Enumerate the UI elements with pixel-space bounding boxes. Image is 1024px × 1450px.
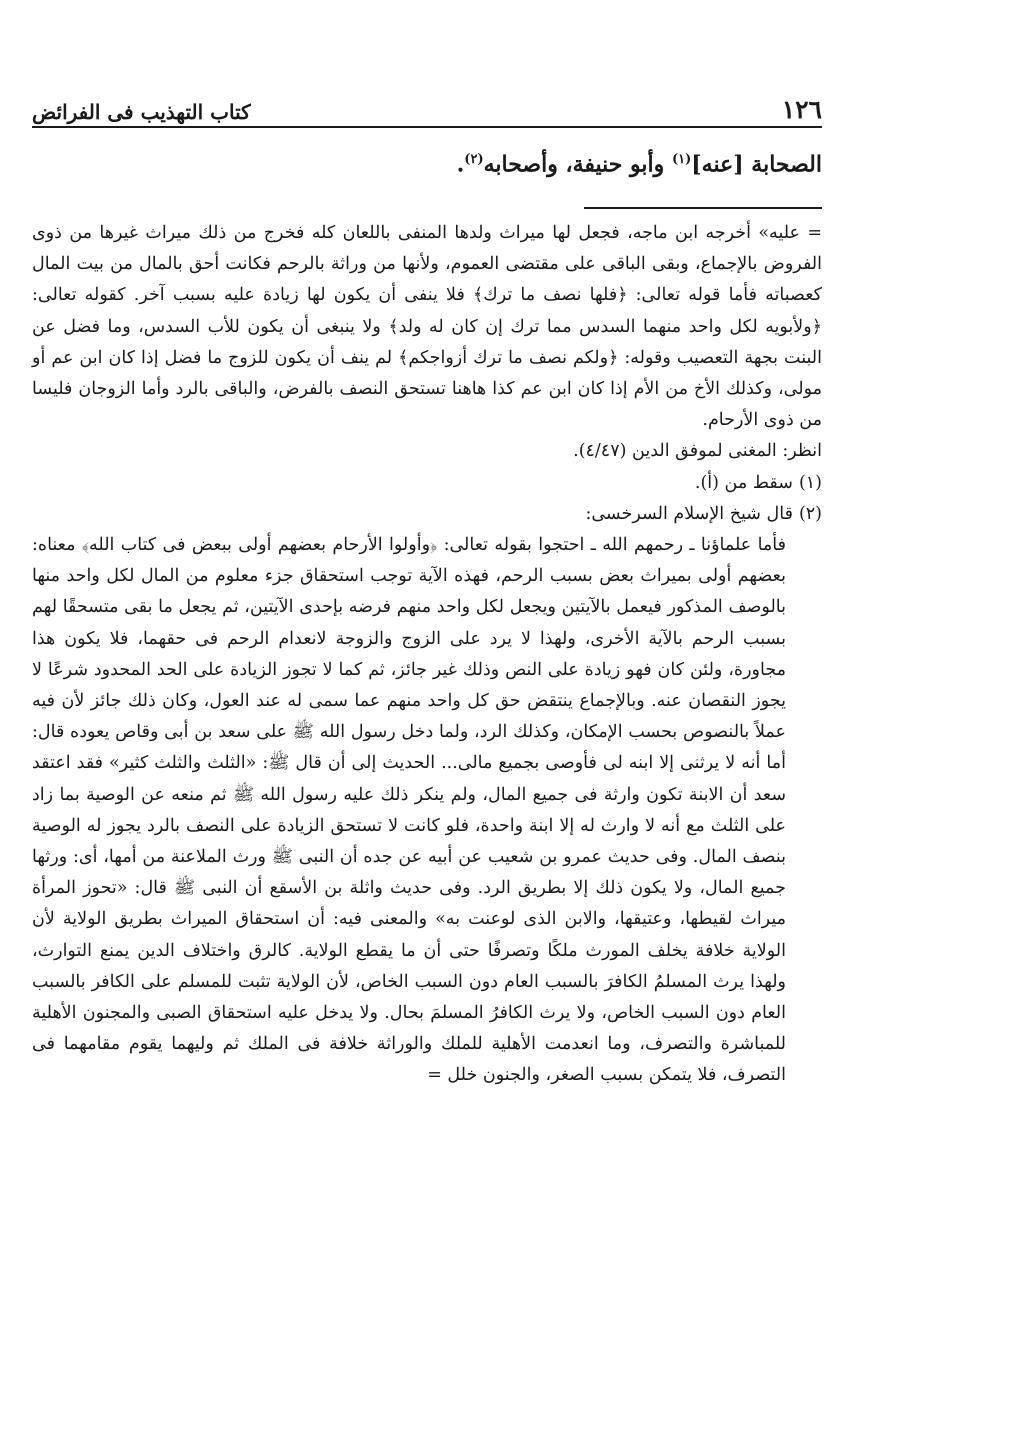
footnote-1 [32,468,822,499]
footnote-1-text: سقط من (أ). [694,472,793,493]
footnote-continued-text: = عليه» أخرجه ابن ماجه، فجعل لها ميراث ولدها المنفى باللعان كله فخرج من ذلك ميراث غيرها من ذوى الفروض بالإجماع، وبقى الباقى على مقتضى العموم، ولأنها من وراثة بالرحم فكانت أحق بالمال من بيت المال كعصباته فأما قوله تعالى: ﴿فلها نصف ما ترك﴾ فلا ينفى أن يكون لها زيادة عليه بسبب آخر. كقوله تعالى: ﴿ولأبويه لكل واحد منهما السدس مما ترك إن كان له ولد﴾ ولا ينبغى أن يكون للأب السدس، وما فضل عن البنت بجهة التعصيب وقوله: ﴿ولكم نصف ما ترك أزواجكم﴾ لم ينف أن يكون للزوج ما فضل إذا كان ابن عم أو مولى، وكذلك الأخ من الأم إذا كان ابن عم كذا هاهنا تستحق النصف بالفرض، والباقى بالرد وأما الزوجان فليسا من ذوى الأرحام. [32,223,822,431]
footnote-2-intro-text: قال شيخ الإسلام السرخسى: [585,503,793,524]
footnote-2-number: (٢) [798,503,822,524]
main-text-part-2: وأبو حنيفة، وأصحابه [483,151,672,178]
main-text [32,140,822,184]
footnote-see-also: انظر: المغنى لموفق الدين (٤/٤٧). [573,441,822,462]
header-rule [32,126,822,128]
main-text-part-1: الصحابة [عنه] [691,151,822,178]
footnote-separator [584,207,822,209]
running-title: كتاب التهذيب فى الفرائض [32,100,251,124]
page-number: ١٢٦ [781,95,822,124]
footnote-ref-1: (١) [671,152,692,167]
footnote-1-number: (١) [798,472,822,493]
footnote-ref-2: (٢) [464,152,484,167]
footnote-2-intro [32,499,822,530]
footnote-2-body: فأما علماؤنا ـ رحمهم الله ـ احتجوا بقوله تعالى: ﴿وأولوا الأرحام بعضهم أولى ببعض فى كتاب الله﴾ معناه: بعضهم أولى بميراث بعض بسبب الرحم، فهذه الآية توجب استحقاق جزء معلوم من المال لكل واحد منها بالوصف المذكور فيعمل بالآيتين ويجعل لكل واحد منهم فرضه بإحدى الآيتين، ثم يجعل ما بقى متسحقًا لهم بسبب الرحم بالآية الأخرى، ولهذا لا يرد على الزوج والزوجة لانعدام الرحم فى حقهما، فلا يكون هذا مجاورة، ولئن كان فهو زيادة على النص وذلك غير جائز، ثم كما لا تجوز الزيادة على الحد المحدود شرعًا لا يجوز النقصان عنه. وبالإجماع ينتقض حق كل واحد منهم عما سمى له عند العول، وكان ذلك جائز لأن فيه عملاً بالنصوص بحسب الإمكان، وكذلك الرد، ولما دخل رسول الله ﷺ على سعد بن أبى وقاص يعوده قال: أما أنه لا يرثنى إلا ابنه لى فأوصى بجميع مالى... الحديث إلى أن قال ﷺ: «الثلث والثلث كثير» فقد اعتقد سعد أن الابنة تكون وارثة فى جميع المال، ولم ينكر ذلك عليه رسول الله ﷺ ثم منعه عن الوصية بما زاد على الثلث مع أنه لا وارث له إلا ابنة واحدة، فلو كانت لا تستحق الزيادة على النصف بالرد يجوز له الوصية بنصف المال. وفى حديث عمرو بن شعيب عن أبيه عن جده أن النبى ﷺ ورث الملاعنة من أمها، أى: ورثها جميع المال، ولا يكون ذلك إلا بطريق الرد. وفى حديث واثلة بن الأسقع أن النبى ﷺ قال: «تحوز المرأة ميراث لقيطها، وعتيقها، والابن الذى لوعنت به» والمعنى فيه: أن استحقاق الميراث بطريق الولاية لأن الولاية خلافة يخلف المورث ملكًا وتصرفًا حتى أن ما يقطع الولاية. كالرق واختلاف الدين يمنع التوارث، ولهذا يرث المسلمُ الكافرَ بالسبب العام دون السبب الخاص، لأن الولاية تثبت للمسلم على الكافر بالسبب العام دون السبب الخاص، ولا يرث الكافرُ المسلمَ بحال. ولا يدخل عليه استحقاق الصبى والمجنون الأهلية للمباشرة والتصرف، وما انعدمت الأهلية للملك والوراثة خلافة فى الملك ثم وليهما يقوم مقامهما فى التصرف، فلا يتمكن بسبب الصغر، والجنون خلل = [32,535,787,1086]
main-text-end: . [456,151,465,178]
page-header [32,86,822,124]
footnotes [32,218,822,1092]
